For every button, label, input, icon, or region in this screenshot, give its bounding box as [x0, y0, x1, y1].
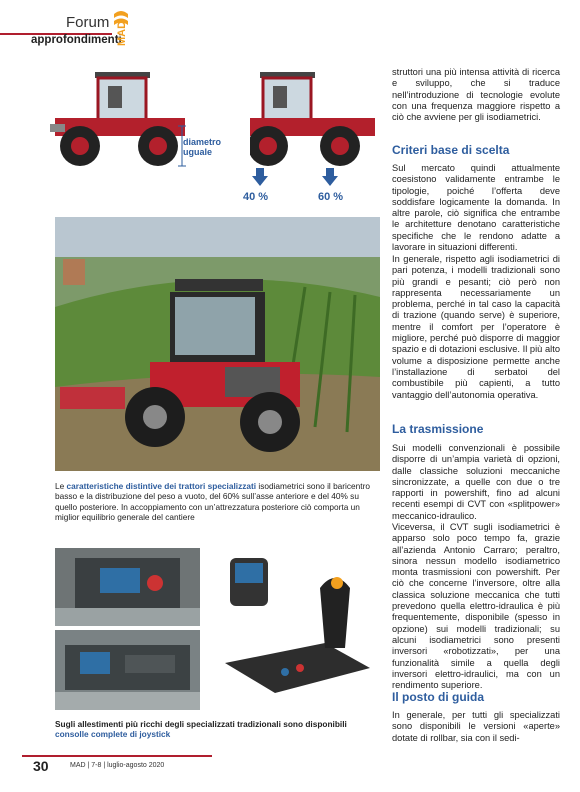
tractor-diagram-weight [250, 68, 390, 198]
subsection-title: approfondimenti [31, 34, 122, 46]
article-paragraph-criteri2: In generale, rispetto agli isodiametrici di pari potenza, i modelli tradizionali sono più grandi e pesanti; ciò però non rappresenta necessariamente un problema, perché in tal caso la capacità di trazione (quando serve) è superiore, mentre il comfort per l’operatore è migliore, perché può disporre di maggior spazio e di dotazioni esclusive. Il più alto volume a disposizione permette anche l’installazione di serbatoi del combustibile più capienti, a tutto vantaggio dell’autonomia operativa. [392, 254, 560, 400]
tractor-vineyard-photo [55, 217, 380, 471]
joystick-caption-text: Sugli allestimenti più ricchi degli specializzati tradizionali sono disponibili [55, 719, 347, 729]
issue-info: MAD | 7-8 | luglio-agosto 2020 [70, 762, 165, 769]
mad-logo [110, 8, 132, 48]
caption-rest: isodiametrici sono il baricentro basso e la distribuzione del peso a vuoto, del 60% sull’asse anteriore e del 40% su quello posteriore. In accoppiamento con un’attrezzatura posteriore ciò comporta un miglior equilibrio generale del cantiere [55, 481, 370, 522]
arrow-down-icon [252, 168, 268, 186]
heading-criteri: Criteri base di scelta [392, 143, 510, 157]
console-photo-2 [55, 630, 200, 710]
arrow-down-icon [322, 168, 338, 186]
joystick-caption [55, 719, 380, 740]
front-weight-percent: 40 % [243, 191, 269, 203]
caption-prefix: Le [55, 481, 67, 491]
article-paragraph-tras1: Sui modelli convenzionali è possibile disporre di un’ampia varietà di opzioni, dalle classiche soluzioni meccaniche sincronizzate, a quelle con due o tre rapporti in powershift, fino ad alcuni recenti esempi di CVT con «splitpower» meccanico-idraulico. [392, 443, 560, 521]
article-paragraph-criteri1: Sul mercato quindi attualmente coesistono validamente entrambe le tipologie, poiché l’offerta deve soddisfare logicamente la domanda. In altre parole, ciò significa che entrambe le architetture denotano caratteristiche specifiche che le rendono adatte a lavorare in situazioni differenti. [392, 163, 560, 253]
article-paragraph-tras2: Viceversa, il CVT sugli isodiametrici è apparso solo poco tempo fa, grazie all’azienda Antonio Carraro; peraltro, sinora nessun modello isodiametrico monta trasmissioni con powershift. Per ciò che concerne l’inversore, oltre alla classica soluzione meccanica che tutti prevedono quella elettro-idraulica è più frequentemente, disponibile (spesso in opzione) sui modelli tradizionali; su alcuni isodiametrici sono presenti inversori «robotizzati», per una funzionalità simile a quella degli inversori elettro-idraulici, ma con un rendimento superiore. [392, 522, 560, 691]
mad-logo-text: MAD [116, 20, 128, 46]
article-paragraph-posto: In generale, per tutti gli specializzati sono disponibili le versioni «aperte» dotate di rollbar, sia con il sedi- [392, 710, 560, 743]
joystick-photo [205, 548, 380, 710]
rear-weight-percent: 60 % [318, 191, 344, 203]
console-photo-1 [55, 548, 200, 626]
tractor-diagram-equal [40, 68, 230, 173]
footer-rule [22, 755, 212, 757]
diameter-label-line1: diametro [183, 137, 222, 147]
diameter-label-line2: uguale [183, 147, 213, 157]
diameter-label [183, 137, 221, 157]
heading-posto: Il posto di guida [392, 690, 484, 704]
caption-highlight: caratteristiche distintive dei trattori specializzati [66, 481, 257, 491]
article-paragraph-intro: struttori una più intensa attività di ricerca e sviluppo, che si traduce nell’introduzione di tecnologie evolute con una frequenza maggiore rispetto a ciò che avviene per gli isodiametrici. [392, 67, 560, 123]
main-photo-caption [55, 481, 380, 522]
page-number: 30 [33, 758, 49, 774]
joystick-caption-highlight: consolle complete di joystick [55, 729, 171, 740]
section-title: Forum [66, 14, 110, 31]
heading-trasmissione: La trasmissione [392, 422, 484, 436]
